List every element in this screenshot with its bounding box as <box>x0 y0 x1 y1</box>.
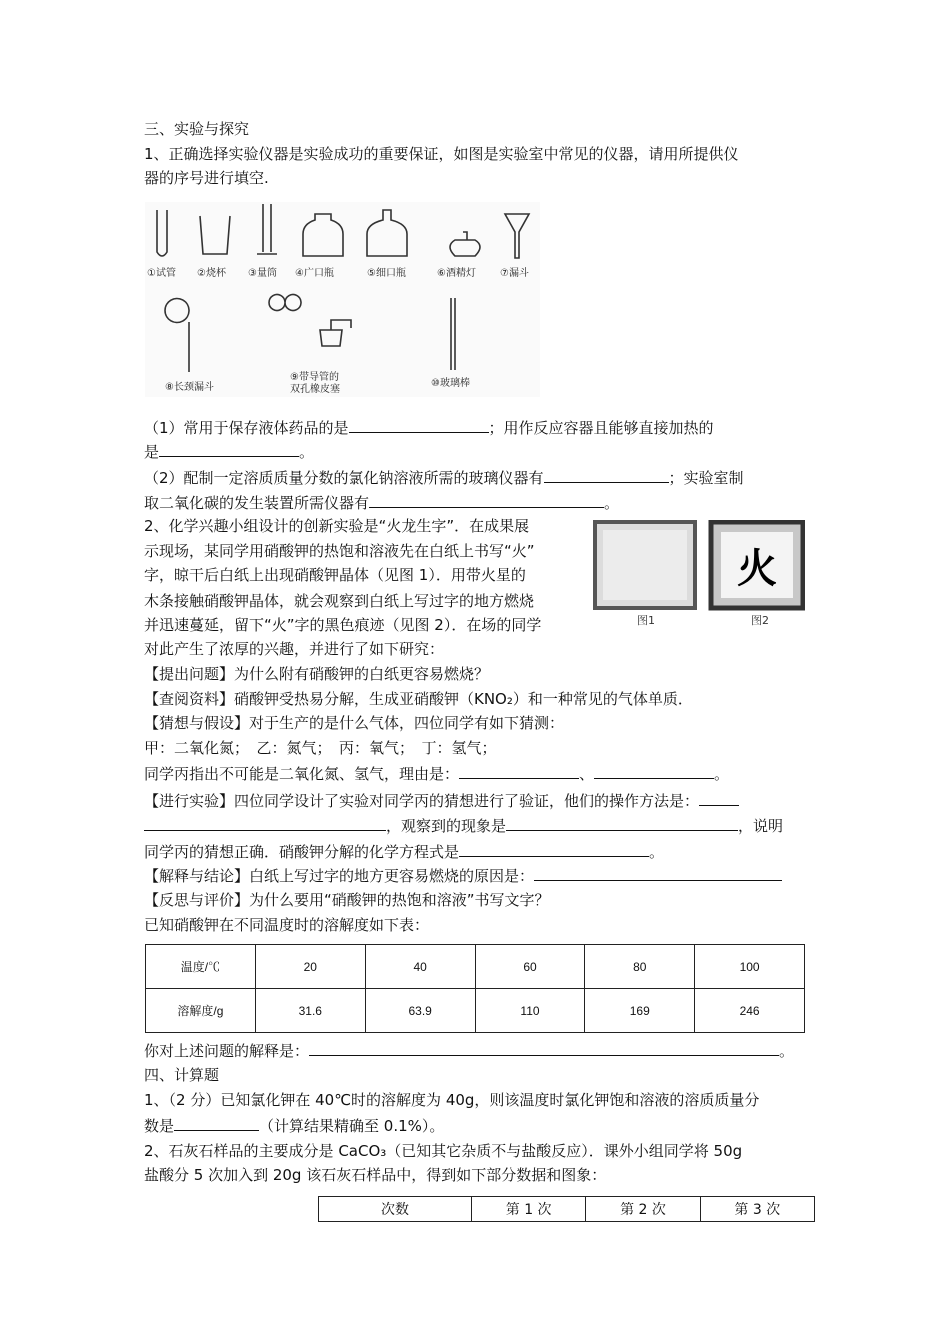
table-row <box>146 989 805 1033</box>
answer-blank[interactable] <box>459 840 649 857</box>
instrument-label: 双孔橡皮塞 <box>290 384 340 395</box>
q1-text: 器的序号进行填空. <box>144 169 269 187</box>
q2-reflect: 【反思与评价】为什么要用“硝酸钾的热饱和溶液”书写文字？ <box>144 891 550 909</box>
q2-text: 示现场，某同学用硝酸钾的热饱和溶液先在白纸上书写“火” <box>144 542 535 560</box>
section-title: 四、计算题 <box>144 1066 220 1084</box>
q2-question: 【提出问题】为什么附有硝酸钾的白纸更容易燃烧？ <box>144 665 490 683</box>
solubility-table <box>145 944 805 1033</box>
q2-text: 字，晾干后白纸上出现硝酸钾晶体（见图 1）．用带火星的 <box>144 566 526 584</box>
q2-text: 并迅速蔓延，留下“火”字的黑色痕迹（见图 2）．在场的同学 <box>144 616 542 634</box>
answer-blank[interactable] <box>309 1039 779 1056</box>
c1-text: 1、（2 分）已知氯化钾在 40℃时的溶解度为 40g，则该温度时氯化钾饱和溶液的溶质质量分 <box>144 1091 760 1109</box>
wide-mouth-bottle-icon <box>303 214 343 256</box>
instrument-label: ⑤细口瓶 <box>367 268 406 279</box>
funnel-icon <box>505 214 529 258</box>
q2-text: 2、化学兴趣小组设计的创新实验是“火龙生字”．在成果展 <box>144 517 530 535</box>
table-cell: 63.9 <box>365 989 475 1033</box>
section-title: 三、实验与探究 <box>144 120 250 138</box>
data-table <box>318 1196 815 1222</box>
table-cell: 246 <box>695 989 805 1033</box>
answer-blank[interactable] <box>594 762 714 779</box>
q2-known: 已知硝酸钾在不同温度时的溶解度如下表： <box>144 916 430 934</box>
narrow-mouth-bottle-icon <box>367 210 407 256</box>
table-cell: 温度/℃ <box>146 945 256 989</box>
table-header-cell: 次数 <box>319 1197 472 1222</box>
q2-experiment-cont: ，观察到的现象是 ，说明 <box>144 814 783 837</box>
answer-blank[interactable] <box>534 864 782 881</box>
c1-text-cont: 数是 （计算结果精确至 0.1%）。 <box>144 1114 444 1137</box>
table-cell: 80 <box>585 945 695 989</box>
instrument-label: ④广口瓶 <box>295 268 334 279</box>
instrument-label: ①试管 <box>147 268 176 279</box>
table-cell: 溶解度/g <box>146 989 256 1033</box>
alcohol-lamp-icon <box>450 232 480 256</box>
answer-blank[interactable] <box>369 491 604 508</box>
beaker-icon <box>200 216 230 254</box>
q2-experiment: 【进行实验】四位同学设计了实验对同学丙的猜想进行了验证，他们的操作方法是： <box>144 789 739 812</box>
experiment-photos <box>593 520 805 630</box>
q1-part2: （2）配制一定溶质质量分数的氯化钠溶液所需的玻璃仪器有 ；实验室制 <box>144 466 744 489</box>
test-tube-icon <box>157 210 167 256</box>
q2-text: 对此产生了浓厚的兴趣，并进行了如下研究： <box>144 640 445 658</box>
instrument-label: ②烧杯 <box>197 268 226 279</box>
table-row <box>319 1197 815 1222</box>
answer-blank[interactable] <box>174 1114 259 1131</box>
answer-blank[interactable] <box>159 440 299 457</box>
q2-explain: 你对上述问题的解释是： 。 <box>144 1039 794 1062</box>
instrument-label: ⑩玻璃棒 <box>431 378 470 389</box>
c2-text: 2、石灰石样品的主要成分是 CaCO₃（已知其它杂质不与盐酸反应）．课外小组同学将 50g <box>144 1142 743 1160</box>
q1-text: 1、正确选择实验仪器是实验成功的重要保证，如图是实验室中常见的仪器，请用所提供仪 <box>144 145 739 163</box>
table-cell: 40 <box>365 945 475 989</box>
instrument-label: ⑥酒精灯 <box>437 268 476 279</box>
answer-blank[interactable] <box>349 416 489 433</box>
long-neck-funnel-icon <box>165 299 189 373</box>
table-cell: 20 <box>255 945 365 989</box>
q2-text: 木条接触硝酸钾晶体，就会观察到白纸上写过字的地方燃烧 <box>144 592 535 610</box>
glass-rod-icon <box>451 298 455 370</box>
table-cell: 31.6 <box>255 989 365 1033</box>
table-cell: 60 <box>475 945 585 989</box>
q2-reason: 同学丙指出不可能是二氧化氮、氢气，理由是： 、 。 <box>144 762 729 785</box>
answer-blank[interactable] <box>699 789 739 806</box>
instrument-label: ⑧长颈漏斗 <box>165 382 214 393</box>
table-cell: 169 <box>585 989 695 1033</box>
answer-blank[interactable] <box>506 814 738 831</box>
q1-part2-cont: 取二氧化碳的发生装置所需仪器有 。 <box>144 491 619 514</box>
q1-part1-cont: 是 。 <box>144 440 314 463</box>
answer-blank[interactable] <box>544 466 669 483</box>
measuring-cylinder-icon <box>257 204 277 254</box>
table-header-cell: 第 2 次 <box>586 1197 700 1222</box>
fig1-caption: 图1 <box>637 614 655 627</box>
q2-hypothesis: 【猜想与假设】对于生产的是什么气体，四位同学有如下猜测： <box>144 714 565 732</box>
table-header-cell: 第 1 次 <box>472 1197 586 1222</box>
q2-equation: 同学丙的猜想正确．硝酸钾分解的化学方程式是 。 <box>144 840 664 863</box>
fire-character: 火 <box>737 546 777 592</box>
q1-part1: （1）常用于保存液体药品的是 ；用作反应容器且能够直接加热的 <box>144 416 714 439</box>
answer-blank[interactable] <box>144 814 386 831</box>
table-cell: 100 <box>695 945 805 989</box>
stopper-icon <box>269 295 351 347</box>
table-header-cell: 第 3 次 <box>700 1197 814 1222</box>
answer-blank[interactable] <box>459 762 579 779</box>
instrument-figure <box>145 202 540 397</box>
fig2-caption: 图2 <box>751 614 769 627</box>
c2-text: 盐酸分 5 次加入到 20g 该石灰石样品中，得到如下部分数据和图象： <box>144 1166 607 1184</box>
table-row <box>146 945 805 989</box>
instrument-label: ⑦漏斗 <box>500 268 529 279</box>
q2-conclusion: 【解释与结论】白纸上写过字的地方更容易燃烧的原因是： <box>144 864 782 887</box>
q2-info: 【查阅资料】硝酸钾受热易分解，生成亚硝酸钾（KNO₂）和一种常见的气体单质． <box>144 690 693 708</box>
q2-guesses: 甲：二氧化氮； 乙：氮气； 丙：氧气； 丁：氢气； <box>144 739 497 757</box>
instrument-label: ③量筒 <box>248 268 277 279</box>
table-cell: 110 <box>475 989 585 1033</box>
instrument-label: ⑨带导管的 <box>290 372 339 383</box>
